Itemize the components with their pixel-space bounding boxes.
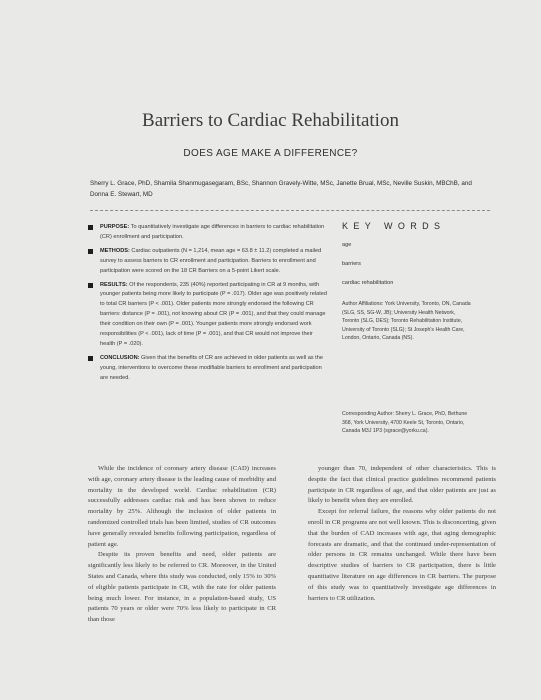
- body-paragraph: younger than 70, independent of other characteristics. This is despite the fact that clinical practice guidelines recommend patients participate in CR regardless of age, and that older patients are just as likely to benefit when they are enrolled.: [308, 465, 496, 505]
- abstract-heading: PURPOSE:: [100, 224, 130, 230]
- square-bullet-icon: [88, 249, 93, 254]
- abstract: [88, 223, 328, 388]
- abstract-text: Cardiac outpatients (N = 1,214, mean age = 63.8 ± 11.2) completed a mailed survey to assess barriers to CR enrollment and participation. Barriers to enrollment and participation were scored on the 18 CR Barriers on a 5-point Likert scale.: [100, 247, 322, 274]
- body-column-right: [308, 464, 496, 604]
- keyword: barriers: [342, 261, 361, 267]
- keywords-title: KEY WORDS: [342, 221, 446, 231]
- abstract-purpose: [88, 223, 328, 243]
- square-bullet-icon: [88, 356, 93, 361]
- article-subtitle: DOES AGE MAKE A DIFFERENCE?: [183, 148, 358, 159]
- abstract-text: To quantitatively investigate age differences in barriers to cardiac rehabilitation (CR) enrollment and participation.: [100, 224, 325, 240]
- author-affiliations: Author Affiliations: York University, Toronto, ON, Canada (SLG, SS, SG-W, JB); University Health Network, Toronto (SLG, DES); Toronto Rehabilitation Institute, University of Toronto (SLG); St Joseph's Health Care, London, Ontario, Canada (NS).: [342, 301, 471, 342]
- body-paragraph: Despite its proven benefits and need, older patients are significantly less likely to be referred to CR. Moreover, in the United States and Canada, where this study was conducted, only 15% to 30% of eligible patients participate in CR, with the rate for older patients being much lower. For instance, in a population-based study, US patients 70 years or older were 70% less likely to participate in CR than those: [88, 551, 276, 624]
- abstract-heading: RESULTS:: [100, 281, 128, 288]
- abstract-text: Of the respondents, 235 (40%) reported participating in CR at 9 months, with younger patients being more likely to participate (P = .017). Older age was positively related to total CR barriers (P < .001). Older patients more strongly endorsed the following CR barriers: distance (P = .001), not knowing about CR (P = .001), and that they could manage their condition on their own (P = .001). Younger patients more strongly endorsed work responsibilities (P < .001), lack of time (P = .001), and that CR would not improve their health (P = .020).: [100, 281, 328, 347]
- body-column-left: [88, 464, 276, 626]
- article-title: Barriers to Cardiac Rehabilitation: [142, 110, 399, 131]
- square-bullet-icon: [88, 225, 93, 230]
- abstract-heading: CONCLUSION:: [100, 354, 140, 361]
- abstract-methods: [88, 247, 328, 277]
- corresponding-author: Corresponding Author: Sherry L. Grace, PhD, Bethune 368, York University, 4700 Keele St, Toronto, Ontario, Canada M3J 1P3 (sgrace@yorku.ca).: [342, 411, 468, 435]
- keyword: cardiac rehabilitation: [342, 280, 394, 286]
- keyword-list: [342, 242, 492, 299]
- abstract-conclusion: [88, 354, 328, 384]
- body-paragraph: While the incidence of coronary artery disease (CAD) increases with age, coronary artery disease is the leading cause of morbidity and mortality in the developed world. Cardiac rehabilitation (CR) successfully addresses cardiac risk and has been shown to reduce mortality by 25%. Although the inclusion of older patients in randomized controlled trials has been limited, studies of CR outcomes have generally revealed benefits following participation, regardless of patient age.: [88, 465, 276, 548]
- body-paragraph: Except for referral failure, the reasons why older patients do not enroll in CR programs are not well known. This is disconcerting, given that the burden of CAD increases with age, that aging demographic forecasts are dramatic, and that the continued under-representation of older persons in CR remains unchanged. While there have been descriptive studies of barriers to CR participation, there is little quantitative literature on age differences in CR barriers. The purpose of this study was to quantitatively investigate age differences in barriers to CR utilization.: [308, 508, 496, 602]
- keyword: age: [342, 242, 352, 248]
- author-list: Sherry L. Grace, PhD, Shamila Shanmugasegaram, BSc, Shannon Gravely-Witte, MSc, Janette Brual, MSc, Neville Suskin, MBChB, and Donna E. Stewart, MD: [90, 180, 472, 198]
- square-bullet-icon: [88, 283, 93, 288]
- abstract-text: Given that the benefits of CR are achieved in older patients as well as the young, interventions to overcome these modifiable barriers to enrollment and participation are needed.: [100, 354, 323, 381]
- section-divider: [90, 210, 490, 211]
- abstract-results: [88, 281, 328, 350]
- abstract-heading: METHODS:: [100, 247, 130, 254]
